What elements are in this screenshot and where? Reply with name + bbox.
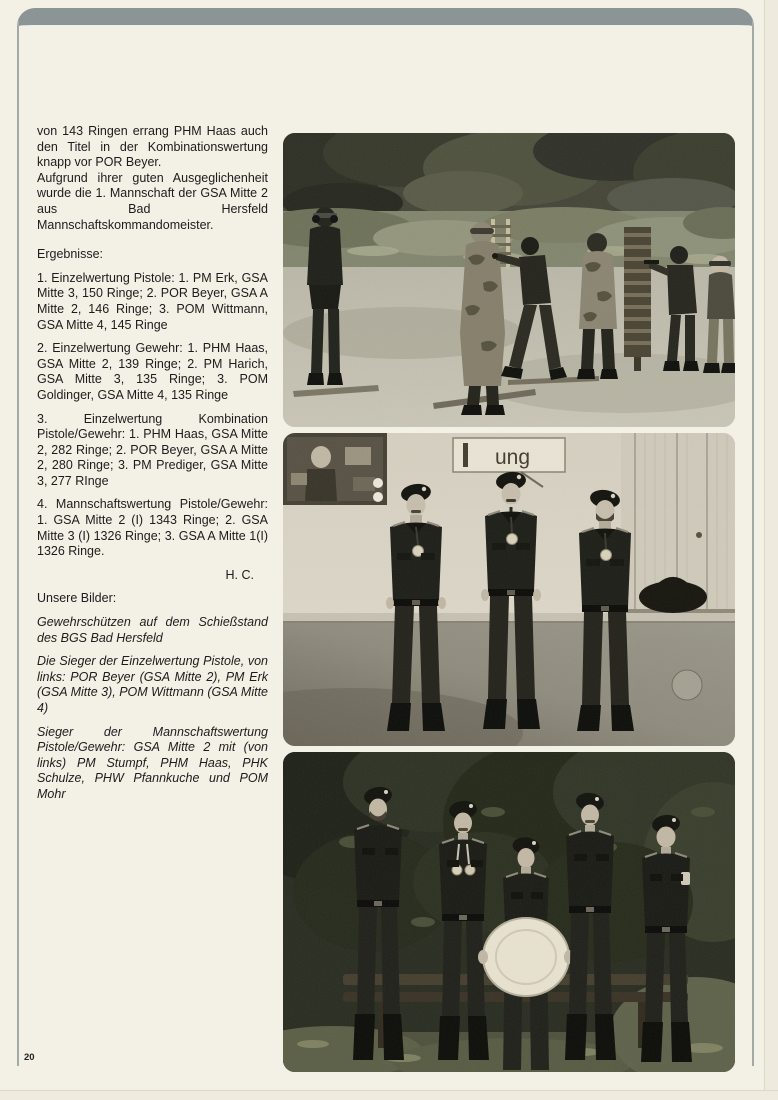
photo-caption: Die Sieger der Einzelwertung Pistole, von links: POR Beyer (GSA Mitte 2), PM Erk (GSA Mitte 3), POM Wittmann (GSA Mitte 4): [37, 654, 268, 715]
pictures-heading: Unsere Bilder:: [37, 591, 117, 606]
photo-caption: Sieger der Mannschaftswertung Pistole/Gewehr: GSA Mitte 2 mit (von links) PM Stumpf, PHM Haas, PHK Schulze, PHW Pfannkuche und POM Mohr: [37, 724, 268, 801]
intro-paragraph: Aufgrund ihrer guten Ausgeglichenheit wurde die 1. Mannschaft der GSA Mitte 2 aus Bad Hersfeld Mannschaftskommandomeister.: [37, 170, 268, 232]
result-item: 1. Einzelwertung Pistole: 1. PM Erk, GSA Mitte 3, 150 Ringe; 2. POR Beyer, GSA A Mitte 2, 146 Ringe; 3. POM Wittmann, GSA Mitte 4, 145 Ringe: [37, 270, 268, 332]
photo-caption: Gewehrschützen auf dem Schießstand des BGS Bad Hersfeld: [37, 615, 268, 645]
photo-column: [283, 133, 735, 1078]
author-initials: H. C.: [225, 567, 254, 582]
page-number: 20: [24, 1052, 35, 1063]
photo-shooting-range: [283, 133, 735, 427]
intro-paragraph: von 143 Ringen errang PHM Haas auch den Titel in der Kombinationswertung knapp vor POR Beyer.: [37, 124, 268, 170]
photo-pistol-winners: [283, 433, 735, 746]
results-heading: Ergebnisse:: [37, 247, 104, 262]
result-item: 3. Einzelwertung Kombination Pistole/Gewehr: 1. PHM Haas, GSA Mitte 2, 282 Ringe; 2. POR Beyer, GSA A Mitte 2, 280 Ringe; 3. PM Prediger, GSA Mitte 3, 277 RInge: [37, 411, 268, 488]
sign-text: ung: [495, 446, 531, 469]
scan-edge-right: [764, 0, 778, 1100]
article-text-column: [37, 124, 268, 811]
photo-team-winners: [283, 752, 735, 1072]
result-item: 2. Einzelwertung Gewehr: 1. PHM Haas, GSA Mitte 2, 139 Ringe; 2. PM Harich, GSA Mitte 3, 135 Ringe; 3. POM Goldinger, GSA Mitte 4, 135 Ringe: [37, 341, 268, 402]
scan-edge-bottom: [0, 1090, 778, 1100]
result-item: 4. Mannschaftswertung Pistole/Gewehr: 1. GSA Mitte 2 (I) 1343 Ringe; 2. GSA Mitte 3 (I) 1326 Ringe; 3. GSA A Mitte 1(I) 1326 Ringe.: [37, 497, 268, 559]
